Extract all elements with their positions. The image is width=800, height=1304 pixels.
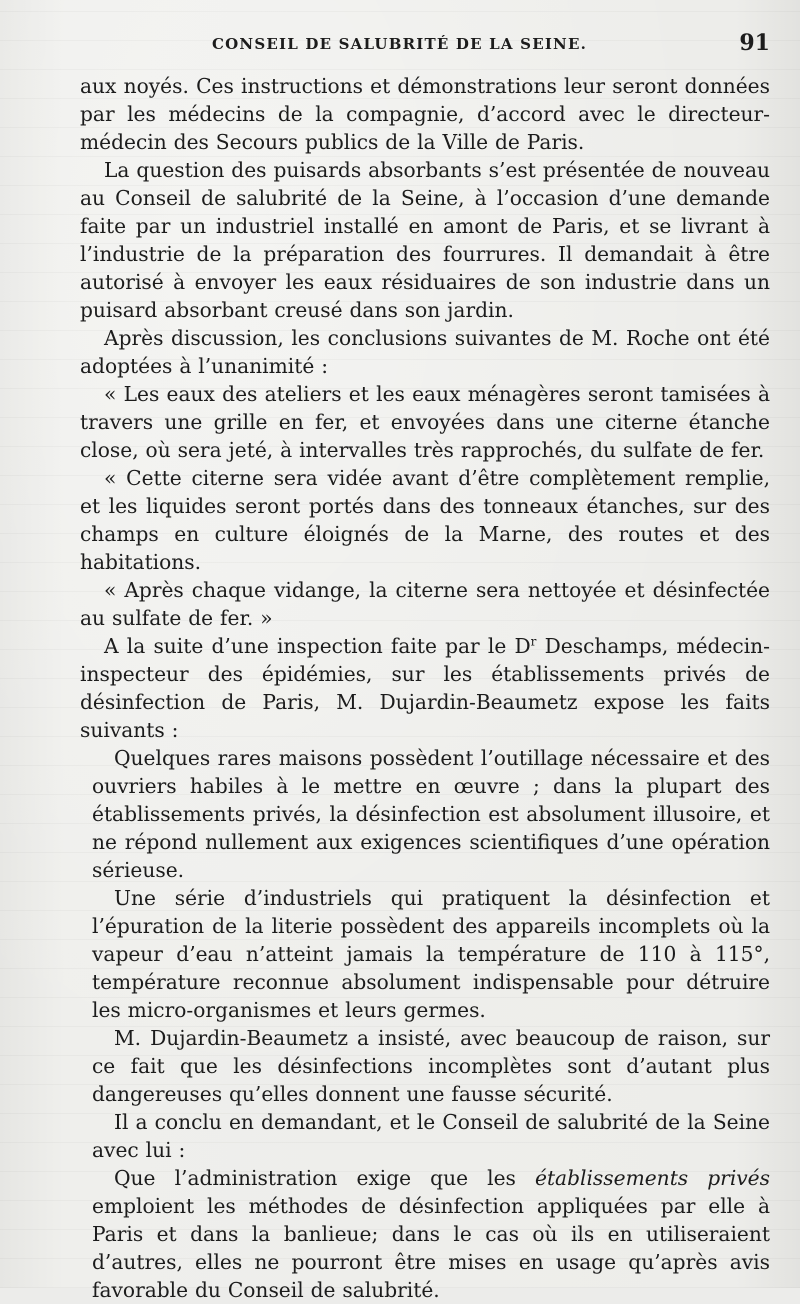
final-before: Que l’administration exige que les (114, 1166, 535, 1190)
paragraph-serie-industriels: Une série d’industriels qui pratiquent la désinfection et l’épuration de la literie possèdent des appareils incomplets où la vapeur d’eau n’atteint jamais la température de 110 à 115°, température reconnue absolument indispensable pour détruire les micro-organismes et leurs germes. (92, 886, 770, 1022)
paragraph-conclu: Il a conclu en demandant, et le Conseil de salubrité de la Seine avec lui : (92, 1110, 770, 1162)
quote-eaux: « Les eaux des ateliers et les eaux ménagères seront tamisées à travers une grille en fer, et envoyées dans une citerne étanche close, où sera jeté, à intervalles très rapprochés, du sulfate de fer. (80, 382, 770, 462)
final-italic: établissements privés (535, 1166, 770, 1190)
paragraph-puisards: La question des puisards absorbants s’est présentée de nouveau au Conseil de salubrité de la Seine, à l’occasion d’une demande faite par un industriel installé en amont de Paris, et se livrant à l’industrie de la préparation des fourrures. Il demandait à être autorisé à envoyer les eaux résiduaires de son industrie dans un puisard absorbant creusé dans son jardin. (80, 158, 770, 322)
page-body (80, 72, 770, 1304)
paragraph-rares-maisons: Quelques rares maisons possèdent l’outillage nécessaire et des ouvriers habiles à le mettre en œuvre ; dans la plupart des établissements privés, la désinfection est absolument illusoire, et ne répond nullement aux exigences scientifiques d’une opération sérieuse. (92, 746, 770, 882)
deschamps-after: Deschamps, médecin-inspecteur des épidémies, sur les établissements privés de désinfection de Paris, M. Dujardin-Beaumetz expose les faits suivants : (80, 634, 770, 742)
paragraph-noyes: aux noyés. Ces instructions et démonstrations leur seront données par les médecins de la compagnie, d’accord avec le directeur-médecin des Secours publics de la Ville de Paris. (80, 74, 770, 154)
paragraph-administration (80, 1164, 770, 1304)
page-header (80, 30, 770, 62)
page-number: 91 (739, 30, 770, 56)
quote-vidange: « Après chaque vidange, la citerne sera nettoyée et désinfectée au sulfate de fer. » (80, 578, 770, 630)
deschamps-before: A la suite d’une inspection faite par le D (104, 634, 531, 658)
running-title: CONSEIL DE SALUBRITÉ DE LA SEINE. (212, 35, 588, 53)
final-after: emploient les méthodes de désinfection appliquées par elle à Paris et dans la banlieue; dans le cas où ils en utiliseraient d’autres, elles ne pourront être mises en usage qu’après avis favorable du Conseil de salubrité. (92, 1194, 770, 1302)
paragraph-deschamps (80, 632, 770, 744)
paragraph-discussion: Après discussion, les conclusions suivantes de M. Roche ont été adoptées à l’unanimité : (80, 326, 770, 378)
paragraph-insiste: M. Dujardin-Beaumetz a insisté, avec beaucoup de raison, sur ce fait que les désinfections incomplètes sont d’autant plus dangereuses qu’elles donnent une fausse sécurité. (92, 1026, 770, 1106)
quote-citerne: « Cette citerne sera vidée avant d’être complètement remplie, et les liquides seront portés dans des tonneaux étanches, sur des champs en culture éloignés de la Marne, des routes et des habitations. (80, 466, 770, 574)
deschamps-sup: r (530, 634, 537, 649)
